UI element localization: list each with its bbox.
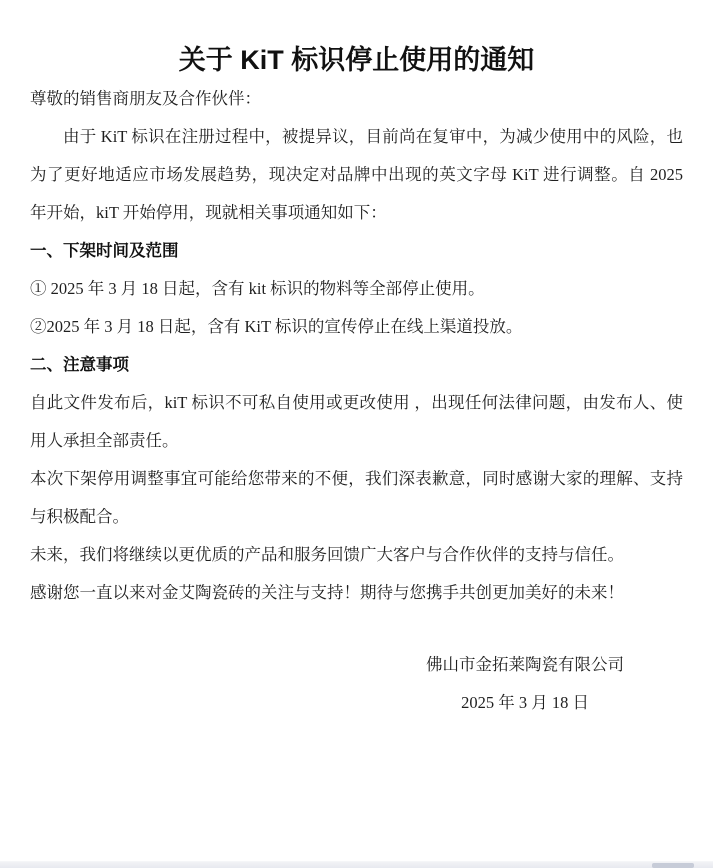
section2-paragraph-1: 自此文件发布后，kiT 标识不可私自使用或更改使用 ，出现任何法律问题，由发布人、使用人承担全部责任。	[30, 393, 683, 450]
document-body	[30, 80, 683, 722]
signature-company-name: 佛山市金拓莱陶瓷有限公司	[426, 655, 624, 674]
horizontal-scrollbar-thumb[interactable]	[652, 863, 694, 868]
section1-item-1: ① 2025 年 3 月 18 日起，含有 kit 标识的物料等全部停止使用。	[30, 279, 485, 298]
section2-heading: 二、注意事项	[30, 356, 129, 374]
section2-paragraph-3: 未来，我们将继续以更优质的产品和服务回馈广大客户与合作伙伴的支持与信任。	[30, 545, 624, 564]
greeting-line: 尊敬的销售商朋友及合作伙伴：	[30, 89, 261, 108]
document-title: 关于 KiT 标识停止使用的通知	[178, 45, 535, 75]
section2-paragraph-2: 本次下架停用调整事宜可能给您带来的不便，我们深表歉意，同时感谢大家的理解、支持与积极配合。	[30, 469, 683, 526]
signature-date: 2025 年 3 月 18 日	[461, 693, 589, 712]
section2-paragraph-4: 感谢您一直以来对金艾陶瓷砖的关注与支持！期待与您携手共创更加美好的未来！	[30, 583, 624, 602]
intro-paragraph: 由于 KiT 标识在注册过程中，被提异议，目前尚在复审中，为减少使用中的风险，也为了更好地适应市场发展趋势，现决定对品牌中出现的英文字母 KiT 进行调整。自 2025 年开始，kiT 开始停用，现就相关事项通知如下：	[30, 127, 683, 222]
section1-item-2: ②2025 年 3 月 18 日起，含有 KiT 标识的宣传停止在线上渠道投放。	[30, 317, 523, 336]
horizontal-scrollbar-track[interactable]	[0, 861, 713, 868]
section1-heading: 一、下架时间及范围	[30, 242, 179, 260]
signature-block	[395, 646, 655, 722]
